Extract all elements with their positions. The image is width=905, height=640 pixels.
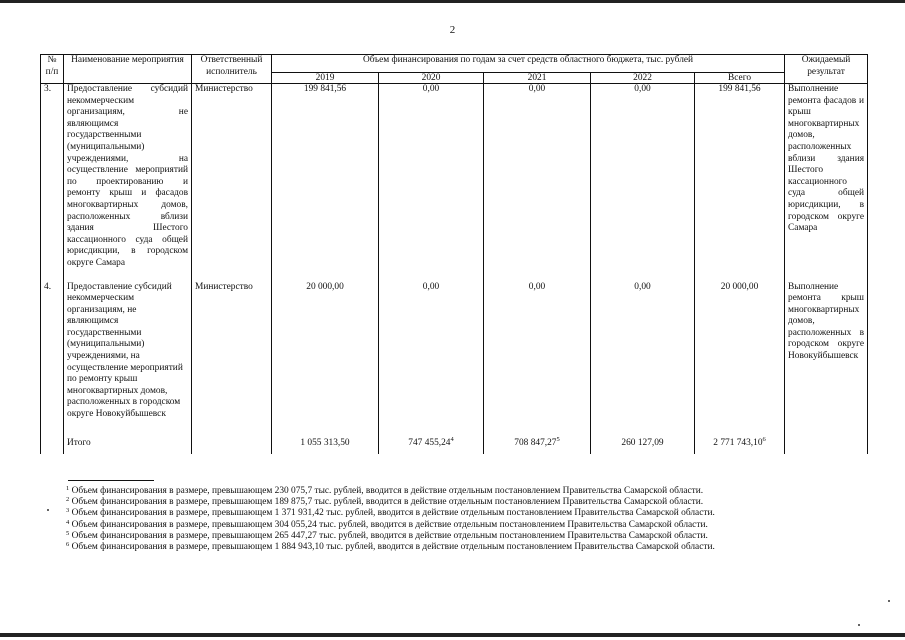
total-2022: 260 127,09	[591, 438, 695, 454]
row-value-total: 199 841,56	[695, 84, 785, 282]
total-all-note: 6	[762, 435, 766, 443]
row-num: 4.	[41, 282, 64, 438]
row-result: Выполнение ремонта фасадов и крыш многоквартирных домов, расположенных вблизи здания Шестого кассационного суда общей юрисдикции, в городском округе Самара	[785, 84, 868, 282]
footnotes	[66, 486, 866, 553]
row-num: 3.	[41, 84, 64, 282]
scan-speck	[47, 509, 49, 511]
header-executor: Ответственный исполнитель	[192, 55, 272, 84]
table-row	[41, 84, 868, 282]
row-name: Предоставление субсидий некоммерческим организациям, не являющимся государственными (муниципальными) учреждениями, на осуществление мероприятий по ремонту крыш многоквартирных домов, расположенных в городском округе Новокуйбышевск	[64, 282, 192, 438]
scan-speck	[858, 624, 860, 626]
footnote: $^2$ Объем финансирования в размере, превышающем 189 875,7 тыс. рублей, вводится в действие отдельным постановлением Правительства Самарской области.	[66, 496, 704, 508]
header-year-total: Всего	[695, 73, 785, 84]
top-edge-rule	[0, 0, 905, 3]
total-2019: 1 055 313,50	[272, 438, 379, 454]
total-row	[41, 438, 868, 454]
funding-table	[40, 54, 868, 454]
header-result: Ожидаемый результат	[785, 55, 868, 84]
row-executor: Министерство	[192, 282, 272, 438]
header-funding: Объем финансирования по годам за счет средств областного бюджета, тыс. рублей	[272, 55, 785, 73]
row-name: Предоставление субсидий некоммерческим организациям, не являющимся государственными (муниципальными) учреждениями, на осуществление мероприятий по проектированию и ремонту крыш и фасадов многоквартирных домов, расположенных вблизи здания Шестого кассационного суда общей юрисдикции, в городском округе Самара	[64, 84, 192, 282]
row-value-2020: 0,00	[379, 282, 484, 438]
header-num: № п/п	[41, 55, 64, 84]
row-result: Выполнение ремонта крыш многоквартирных домов, расположенных в городском округе Новокуйбышевск	[785, 282, 868, 438]
scan-speck	[888, 600, 890, 602]
footnote-separator	[68, 480, 154, 481]
header-year-2021: 2021	[484, 73, 591, 84]
row-value-2021: 0,00	[484, 84, 591, 282]
row-value-2022: 0,00	[591, 84, 695, 282]
table-row	[41, 282, 868, 438]
header-year-2020: 2020	[379, 73, 484, 84]
footnote: $^6$ Объем финансирования в размере, превышающем 1 884 943,10 тыс. рублей, вводится в действие отдельным постановлением Правительства Самарской области.	[66, 541, 715, 553]
row-value-2019: 199 841,56	[272, 84, 379, 282]
header-year-2019: 2019	[272, 73, 379, 84]
total-2020: 747 455,24	[408, 437, 451, 448]
footnote: $^1$ Объем финансирования в размере, превышающем 230 075,7 тыс. рублей, вводится в действие отдельным постановлением Правительства Самарской области.	[66, 485, 704, 496]
footnote: $^4$ Объем финансирования в размере, превышающем 304 055,24 тыс. рублей, вводится в действие отдельным постановлением Правительства Самарской области.	[66, 518, 708, 530]
total-all-cell	[695, 435, 785, 454]
row-value-2019: 20 000,00	[272, 282, 379, 438]
header-year-2022: 2022	[591, 73, 695, 84]
header-name: Наименование мероприятия	[64, 55, 192, 84]
total-2020-note: 4	[450, 435, 454, 443]
row-value-2022: 0,00	[591, 282, 695, 438]
total-all: 2 771 743,10	[713, 437, 763, 448]
total-2021: 708 847,27	[514, 437, 557, 448]
row-value-2020: 0,00	[379, 84, 484, 282]
total-2020-cell	[379, 435, 484, 454]
page-number: 2	[449, 24, 456, 36]
row-value-total: 20 000,00	[695, 282, 785, 438]
footnote: $^3$ Объем финансирования в размере, превышающем 1 371 931,42 тыс. рублей, вводится в действие отдельным постановлением Правительства Самарской области.	[66, 507, 715, 519]
footnote: $^5$ Объем финансирования в размере, превышающем 265 447,27 тыс. рублей, вводится в действие отдельным постановлением Правительства Самарской области.	[66, 529, 708, 541]
total-label: Итого	[64, 438, 192, 454]
bottom-edge-rule	[0, 633, 905, 637]
total-2021-note: 5	[556, 435, 560, 443]
row-executor: Министерство	[192, 84, 272, 282]
total-2021-cell	[484, 435, 591, 454]
row-value-2021: 0,00	[484, 282, 591, 438]
